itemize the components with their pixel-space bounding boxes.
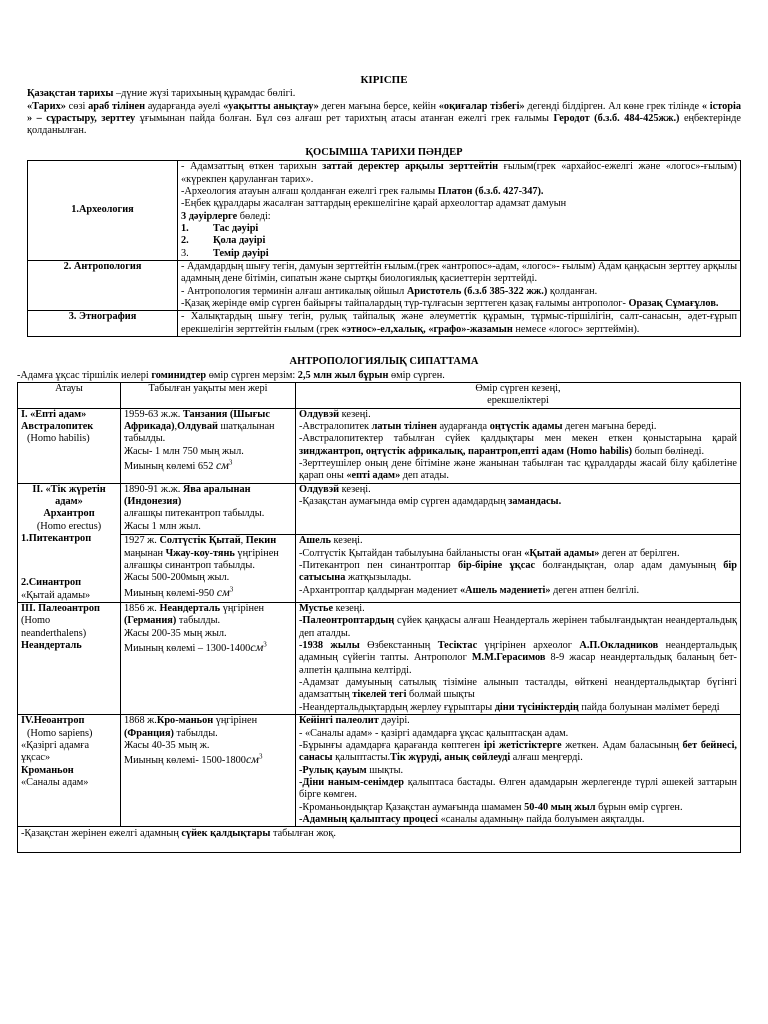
line	[299, 421, 737, 433]
term: «Қытай адамы»	[524, 547, 600, 559]
term: А.П.Окладников	[579, 640, 659, 652]
intro-paragraph-2	[27, 101, 741, 138]
discipline-description	[178, 161, 741, 261]
line	[124, 585, 292, 600]
species-latin: (Homo neanderthalens)	[21, 615, 87, 639]
find-cell	[121, 715, 296, 827]
text: 1856 ж.	[124, 603, 160, 615]
intro-heading: КІРІСПЕ	[360, 74, 408, 86]
text: -Адамзат дамуының сатылық тізіміне алынып тасталды, өйткені неандертальдықтар бүгінгі адамзаттың	[299, 677, 737, 701]
text: -Питекантроп пен синантроптар	[299, 560, 458, 572]
period-list	[181, 223, 737, 260]
text: аударғанда	[436, 420, 490, 432]
text: табылды.	[173, 727, 218, 739]
species-cell	[18, 603, 121, 715]
text: -Австралопитек	[299, 420, 372, 432]
period-cell	[296, 715, 741, 827]
line	[299, 458, 737, 483]
text: -Кроманьондықтар Қазақстан аумағында шамамен	[299, 801, 525, 813]
term: «Ашель мәдениеті»	[460, 584, 551, 596]
column-header: Атауы	[18, 382, 121, 408]
text: бөледі:	[237, 210, 271, 222]
aux-heading: ҚОСЫМША ТАРИХИ ПӘНДЕР	[305, 146, 463, 158]
discipline-description	[178, 260, 741, 310]
column-header	[296, 382, 741, 408]
species-subtype: 2.Синантроп	[21, 577, 82, 589]
text: болып бөлінеді.	[632, 445, 705, 457]
line	[124, 640, 292, 655]
table-row	[18, 715, 741, 827]
term: «уақытты анықтау»	[223, 100, 319, 112]
line	[299, 640, 737, 677]
text: шықты.	[366, 764, 404, 776]
term: «Тарих»	[27, 100, 66, 112]
text: ,	[174, 420, 178, 432]
line	[299, 409, 737, 421]
term: Пекин	[245, 535, 277, 547]
unit: см	[250, 640, 264, 655]
list-number: 2.	[181, 235, 189, 247]
document-page	[17, 74, 741, 853]
text: дегенді білдірген. Ал көне грек тілінде	[524, 100, 702, 112]
term: сүйек қалдықтары	[181, 828, 271, 840]
term: Оразақ Сұмағұлов.	[628, 297, 719, 309]
unit: см	[215, 457, 229, 472]
line	[299, 777, 737, 802]
term: бір сатысына	[299, 560, 737, 584]
text: -Неандертальдықтардың жерлеу ғұрыптары	[299, 701, 495, 713]
text: маңынан	[124, 547, 166, 559]
footer-cell	[18, 827, 741, 852]
kz-history-term: Қазақстан тарихы	[27, 88, 114, 100]
unit-power: 3	[229, 585, 234, 594]
line: Жасы 200-35 мың жыл.	[124, 627, 227, 639]
term: оңтүстік адамы	[489, 420, 563, 432]
period-cell	[296, 483, 741, 535]
species-name: Австралопитек	[21, 420, 94, 432]
text: қалыптасты.	[332, 752, 391, 764]
term: Олдувэй	[299, 408, 340, 420]
term: заттай деректер арқылы зерттейтін	[322, 161, 499, 173]
text: кезеңі.	[339, 483, 371, 495]
line: алғашқы питекантроп табылды.	[124, 508, 265, 520]
line	[299, 585, 737, 597]
term: 3 дәуірлерге	[181, 210, 238, 222]
term: Чжау-коу-тянь	[165, 547, 235, 559]
table-row	[18, 483, 741, 535]
line	[299, 535, 737, 547]
line	[124, 752, 292, 767]
term: зинджантроп, оңтүстік африкалық, парантроп,епті адам (Homo habilis)	[299, 445, 633, 457]
text: деген мағына береді.	[562, 420, 657, 432]
text: -Зерттеушілер оның дене бітіміне және жанынан табылған тас құралдарды жасай білу қабілетіне қарап оны	[299, 457, 737, 482]
species-latin: (Homo habilis)	[27, 433, 90, 445]
species-title: IV.Неоантроп	[21, 715, 85, 727]
text: Өзбекстанның	[359, 640, 438, 652]
line	[299, 484, 737, 496]
species-latin: (Homo erectus)	[36, 520, 102, 532]
term: -Палеонтроптардың	[299, 615, 395, 627]
line	[124, 484, 292, 509]
unit: см	[216, 584, 230, 599]
anthro-heading: АНТРОПОЛОГИЯЛЫҚ СИПАТТАМА	[289, 355, 479, 367]
line	[299, 603, 737, 615]
find-cell	[121, 408, 296, 483]
period-cell	[296, 535, 741, 603]
term: Неандерталь	[159, 603, 221, 615]
text: үңгірінен	[220, 603, 265, 615]
line	[124, 409, 292, 446]
species-subtype: 1.Питекантроп	[21, 533, 92, 545]
table-row	[18, 408, 741, 483]
text: -Архантроптар қалдырған мәдениет	[299, 584, 461, 596]
text: аударғанда әуелі	[145, 100, 224, 112]
line	[299, 802, 737, 814]
term: Тесіктас	[437, 640, 478, 652]
text: ерекшеліктері	[487, 395, 549, 407]
table-footer-row	[18, 827, 741, 852]
term: замандасы.	[508, 496, 562, 507]
text: кезеңі.	[330, 535, 363, 547]
anthropology-table	[17, 382, 741, 853]
text: өмір сүрген мерзім:	[206, 369, 298, 381]
text: болғандықтан, олар адам дамуының	[535, 560, 724, 572]
text: - Халықтардың шығу тегін, рулық тайпалық және әлеуметтік құрамын, тұрмыс-тіршілігін, салт-санасын, әдет-ғұрып ерекшелігін зерттейтін ғылым (грек	[181, 311, 737, 335]
table-header-row	[18, 382, 741, 408]
text: -Қазақстан аумағында өмір сүрген адамдардың	[299, 496, 509, 507]
intro-paragraph-1	[27, 88, 741, 100]
term: Аристотель (б.з.б 385-322 жж.)	[406, 285, 548, 297]
line: Жасы 40-35 мың ж.	[124, 739, 210, 751]
text: –дүние жүзі тарихының құрамдас бөлігі.	[113, 88, 296, 100]
term: Геродот (б.з.б. 484-425жж.)	[553, 112, 680, 124]
text: шатқалынан табылды.	[124, 420, 275, 445]
text: кезеңі.	[333, 603, 365, 615]
term: (Франция)	[124, 727, 174, 739]
line	[181, 186, 737, 198]
term: Ашель	[299, 535, 331, 547]
text: ғылым(грек «архайос-ежелгі және «логос»-ғылым) «күрекпен қаруланған тарих».	[181, 161, 737, 185]
line	[124, 603, 292, 628]
table-row	[28, 161, 741, 261]
species-name: Кроманьон	[21, 764, 74, 776]
text: ,	[240, 535, 246, 547]
line	[299, 548, 737, 560]
text: 8-9 жасар неандертальдық баланың бет-әлпетін қалпына келтірді.	[299, 652, 737, 676]
column-header: Табылған уақыты мен жері	[121, 382, 296, 408]
text: деген атпен белгілі.	[550, 584, 640, 596]
text: үңгірінен	[213, 715, 258, 727]
term: латын тілінен	[371, 420, 437, 432]
text: пайда болуынан мәлімет береді	[578, 701, 720, 713]
text: - Адамзаттың өткен тарихын	[181, 161, 323, 173]
line	[124, 715, 292, 740]
line	[299, 740, 737, 765]
term: 2,5 млн жыл бұрын	[297, 369, 389, 381]
anthro-subtitle	[17, 370, 741, 382]
species-alias: «Саналы адам»	[21, 776, 89, 788]
text: кезеңі.	[339, 408, 371, 420]
text: 1927 ж.	[124, 535, 160, 547]
species-title: III. Палеоантроп	[21, 603, 100, 615]
unit-power: 3	[263, 640, 267, 649]
line	[181, 298, 737, 310]
list-item	[181, 248, 737, 260]
text: сөзі	[65, 100, 89, 112]
term: 50-40 мың жыл	[524, 801, 596, 813]
line	[299, 677, 737, 702]
term: Солтүстік Қытай	[159, 535, 241, 547]
species-name: Архантроп	[43, 508, 95, 520]
term: бет бейнесі, санасы	[299, 739, 737, 764]
species-title: II. «Тік жүретін адам»	[32, 483, 106, 507]
term: Мустье	[299, 603, 334, 615]
text: алғаш меңгерді.	[510, 752, 583, 764]
text: -Қазақстан жерінен ежелгі адамның	[21, 828, 182, 840]
term: М.М.Герасимов	[471, 652, 546, 664]
species-latin: (Homo sapiens)	[27, 727, 93, 739]
discipline-description	[178, 311, 741, 337]
species-cell	[18, 715, 121, 827]
text: 1959-63 ж.ж.	[124, 408, 183, 420]
text: жеткен. Адам баласының	[561, 739, 683, 751]
line	[299, 560, 737, 585]
line	[181, 311, 737, 336]
text: үңгірінен археолог	[477, 640, 580, 652]
line: Жасы 1 млн жыл.	[124, 520, 201, 532]
period-cell	[296, 408, 741, 483]
term: «оқиғалар тізбегі»	[438, 100, 525, 112]
text: деп атады.	[400, 470, 449, 482]
term: араб тілінен	[88, 100, 146, 112]
term: -Адамның қалыптасу процесі	[299, 813, 438, 825]
text: жатқызылады.	[345, 572, 412, 584]
line	[124, 458, 292, 473]
text: сүйек қаңқасы алғаш Неандерталь жерінен табылғандықтан неандертальдық деп аталды.	[299, 615, 737, 639]
list-item	[181, 223, 737, 235]
term: «епті адам»	[346, 470, 401, 482]
list-label: Тас дәуірі	[213, 222, 259, 234]
species-alias: «Қазіргі адамға ұқсас»	[21, 739, 90, 764]
species-title: I. «Епті адам»	[21, 408, 87, 420]
text: Миының көлемі – 1300-1400	[124, 643, 251, 655]
text: табылды.	[176, 615, 221, 627]
table-row	[28, 311, 741, 337]
discipline-name: 3. Этнография	[28, 311, 178, 337]
term: тікелей тегі	[352, 689, 407, 701]
text: -Адамға ұқсас тіршілік иелері	[17, 369, 152, 381]
list-item	[181, 235, 737, 247]
text: Миының көлемі 652	[124, 460, 216, 472]
text: 1890-91 ж.ж.	[124, 483, 183, 495]
text: Миының көлемі- 1500-1800	[124, 755, 246, 767]
term: Кейінгі палеолит	[299, 715, 379, 727]
term: -Діни наным-сенімдер	[299, 776, 405, 788]
species-cell	[18, 483, 121, 602]
term: Тік жүруді, анық сөйлеуді	[390, 752, 511, 764]
text: қалыптаса бастады. Өлген адамдарын жерлегенде түрлі әшекей заттарын бірге көмген.	[299, 776, 737, 801]
unit: см	[245, 752, 259, 767]
text: «саналы адамның» пайда болуымен аяқталды.	[438, 813, 645, 825]
text: үңгірінен алғашқы синантроп табылды.	[124, 547, 279, 572]
term: Олдувай	[177, 420, 218, 432]
term: ірі жетістіктерге	[483, 739, 562, 751]
species-cell	[18, 408, 121, 483]
period-cell	[296, 603, 741, 715]
term: Олдувэй	[299, 483, 340, 495]
text: - Антропология терминін алғаш антикалық ойшыл	[181, 285, 407, 297]
list-number: 3.	[181, 247, 189, 259]
text: деген ат берілген.	[599, 547, 680, 559]
line	[299, 496, 737, 508]
text: қолданған.	[547, 285, 598, 297]
text: -Бұрынғы адамдарға қарағанда көптеген	[299, 739, 484, 751]
text: -Австралопитектер табылған сүйек қалдықтары мен мекен еткен қоныстарына қарай	[299, 433, 737, 445]
line	[181, 286, 737, 298]
term: гоминидтер	[151, 369, 207, 381]
text: Миының көлемі-950	[124, 587, 217, 599]
text: 1868 ж.	[124, 715, 157, 727]
line	[299, 615, 737, 640]
line: Жасы- 1 млн 750 мың жыл.	[124, 445, 244, 457]
aux-disciplines-table	[27, 160, 741, 337]
line	[299, 814, 737, 826]
spacer	[21, 545, 117, 577]
term: (Германия)	[124, 615, 177, 627]
line: - «Саналы адам» - қазіргі адамдарға ұқсас қалыптасқан адам.	[299, 727, 569, 739]
unit-power: 3	[258, 752, 263, 761]
line	[299, 715, 737, 727]
list-number: 1.	[181, 222, 189, 234]
text: неандертальдық адамның сүйегін тапты. Антрополог	[299, 640, 737, 664]
text: деген мағына берсе, кейін	[318, 100, 439, 112]
term: «этнос»-ел,халық, «графо»-жазамын	[341, 323, 513, 335]
species-alias: «Қытай адамы»	[21, 589, 91, 601]
text: -Солтүстік Қытайдан табылуына байланысты оған	[299, 547, 525, 559]
text: еңбектерінде қолданылған.	[27, 112, 741, 137]
table-row	[18, 535, 741, 603]
text: өмір сүрген.	[388, 369, 445, 381]
table-row	[28, 260, 741, 310]
discipline-name: 2. Антропология	[28, 260, 178, 310]
discipline-name: 1.Археология	[28, 161, 178, 261]
term: -1938 жылы	[299, 640, 360, 652]
line	[181, 161, 737, 186]
table-row	[18, 603, 741, 715]
find-cell	[121, 603, 296, 715]
text: бұрын өмір сүрген.	[595, 801, 683, 813]
text: -Археология атауын алғаш қолданған ежелгі грек ғалымы	[181, 185, 438, 197]
species-name: Неандерталь	[21, 640, 82, 652]
line	[181, 211, 737, 223]
find-cell	[121, 535, 296, 603]
term: Платон (б.з.б. 427-347).	[437, 185, 544, 197]
term: « історіа » – сұрастыру, зерттеу	[27, 100, 741, 124]
line	[299, 433, 737, 458]
find-cell	[121, 483, 296, 535]
line: -Еңбек құралдары жасалған заттардың ерекшелігіне қарай археологтар адамзат дамуын	[181, 198, 567, 210]
text: табылған жоқ.	[270, 828, 336, 840]
line: Жасы 500-200мың жыл.	[124, 572, 230, 584]
text: Өмір сүрген кезеңі,	[475, 382, 561, 394]
text: болмай шықты	[406, 689, 475, 701]
line	[124, 535, 292, 572]
line: - Адамдардың шығу тегін, дамуын зерттейтін ғылым.(грек «антропос»-адам, «логос»- ғылым) Адам қаңқасын зерттеу арқылы адамның дене бітімін, сипатын және сыртқы биологиялық қасиеттерін зерттейді.	[181, 260, 737, 285]
term: Кро-маньон	[156, 715, 214, 727]
text: немесе «логос» зерттеймін).	[512, 323, 640, 335]
list-label: Қола дәуірі	[213, 235, 266, 247]
text: -Қазақ жерінде өмір сүрген байырғы тайпалардың түр-тұлғасын зерттеген қазақ ғалымы антрополог-	[181, 297, 626, 309]
term: бір-біріне ұқсас	[457, 560, 536, 572]
term: -Рулық қауым	[299, 764, 367, 776]
list-label: Темір дәуірі	[213, 247, 269, 259]
unit-power: 3	[228, 458, 233, 467]
term: діни түсініктердің	[494, 701, 579, 713]
text: ұғымынан пайда болған. Бұл сөз алғаш рет тарихтың атасы атанған ежелгі грек ғалымы	[135, 112, 554, 124]
text: дәуірі.	[378, 715, 410, 727]
line	[299, 765, 737, 777]
term: Ява аралынан (Индонезия)	[124, 483, 251, 507]
intro-section	[27, 88, 741, 137]
term: Танзания (Шығыс Африкада)	[124, 408, 270, 432]
line	[299, 702, 737, 714]
